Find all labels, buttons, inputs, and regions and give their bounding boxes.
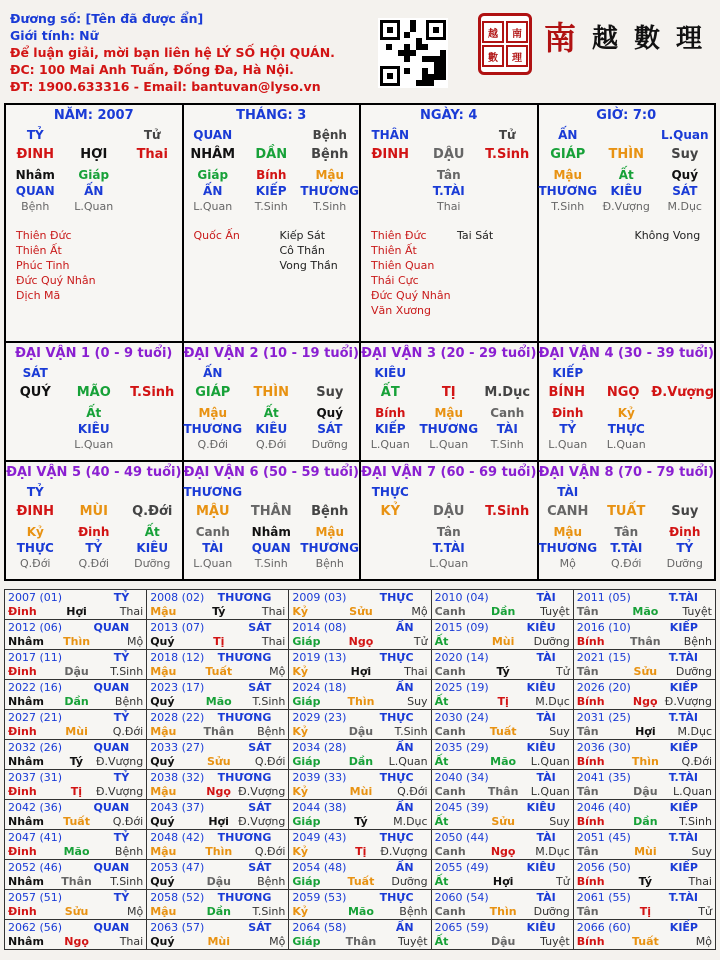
year-cell: 2053 (47) SÁT Quý Dậu Bệnh: [147, 860, 289, 890]
pillar-cell: NĂM: 2007 TỶ Tử ĐINH HỢI Thai Nhâm Giáp QUAN ẤN Bệnh L.Quan Thiên Đức Thiên Ất Phúc Tinh Đức Quý Nhân Dịch Mã: [5, 104, 183, 342]
luck-cell: ĐẠI VẬN 1 (0 - 9 tuổi) SÁT QUÝ MÃO T.Sinh Ất KIÊU L.Quan: [5, 342, 183, 461]
year-cell: 2016 (10) KIẾP Bính Thân Bệnh: [573, 620, 715, 650]
luck-cell: ĐẠI VẬN 4 (30 - 39 tuổi) KIẾP BÍNH NGỌ Đ.Vượng Đinh Kỷ TỶ THỰC L.Quan L.Quan: [538, 342, 716, 461]
year-cell: 2026 (20) KIẾP Bính Ngọ Đ.Vượng: [573, 680, 715, 710]
year-cell: 2060 (54) TÀI Canh Thìn Dưỡng: [431, 890, 573, 920]
year-cell: 2027 (21) TỶ Đinh Mùi Q.Đới: [5, 710, 147, 740]
luck-title: ĐẠI VẬN 6 (50 - 59 tuổi): [183, 465, 359, 480]
auspicious-stars: Thiên Đức Thiên Ất Thiên Quan Thái Cực Đức Quý Nhân Văn Xương: [371, 229, 451, 317]
luck-title: ĐẠI VẬN 5 (40 - 49 tuổi): [6, 465, 182, 480]
year-cell: 2011 (05) T.TÀI Tân Mão Tuyệt: [573, 590, 715, 620]
seal-logo: 越 南 數 理: [478, 13, 532, 75]
year-cell: 2036 (30) KIẾP Bính Thìn Q.Đới: [573, 740, 715, 770]
pillar-title: NĂM: 2007: [53, 108, 134, 123]
year-cell: 2024 (18) ẤN Giáp Thìn Suy: [289, 680, 431, 710]
year-cell: 2013 (07) SÁT Quý Tị Thai: [147, 620, 289, 650]
pillar-title: NGÀY: 4: [420, 108, 478, 123]
year-cell: 2057 (51) TỶ Đinh Sửu Mộ: [5, 890, 147, 920]
address-line: ĐC: 100 Mai Anh Tuấn, Đống Đa, Hà Nội.: [10, 62, 294, 77]
pillar-cell: GIỜ: 7:0 ẤN L.Quan GIÁP THÌN Suy Mậu Ất Quý THƯƠNG KIÊU SÁT T.Sinh Đ.Vượng M.Dục Không Vong: [538, 104, 716, 342]
year-cell: 2018 (12) THƯƠNG Mậu Tuất Mộ: [147, 650, 289, 680]
luck-title: ĐẠI VẬN 2 (10 - 19 tuổi): [183, 346, 359, 361]
inauspicious-stars: Kiếp Sát Cô Thần Vong Thần: [279, 229, 338, 272]
pillar-cell: THÁNG: 3 QUAN Bệnh NHÂM DẦN Bệnh Giáp Bính Mậu ẤN KIẾP THƯƠNG L.Quan T.Sinh T.Sinh Quốc Ấn Kiếp Sát Cô Thần Vong Thần: [183, 104, 361, 342]
year-cell: 2039 (33) THỰC Kỷ Mùi Q.Đới: [289, 770, 431, 800]
luck-title: ĐẠI VẬN 3 (20 - 29 tuổi): [361, 346, 537, 361]
inauspicious-stars: Tai Sát: [457, 229, 494, 242]
luck-cell: ĐẠI VẬN 3 (20 - 29 tuổi) KIÊU ẤT TỊ M.Dục Bính Mậu Canh KIẾP THƯƠNG TÀI L.Quan L.Quan T.Sinh: [360, 342, 538, 461]
year-cell: 2040 (34) TÀI Canh Thân L.Quan: [431, 770, 573, 800]
year-cell: 2025 (19) KIÊU Ất Tị M.Dục: [431, 680, 573, 710]
pillar-title: GIỜ: 7:0: [596, 108, 657, 123]
luck-title: ĐẠI VẬN 4 (30 - 39 tuổi): [538, 346, 714, 361]
year-cell: 2038 (32) THƯƠNG Mậu Ngọ Đ.Vượng: [147, 770, 289, 800]
brand-logo: 南 越 數 理: [543, 19, 702, 57]
year-cell: 2066 (60) KIẾP Bính Tuất Mộ: [573, 920, 715, 950]
year-cell: 2020 (14) TÀI Canh Tý Tử: [431, 650, 573, 680]
year-cell: 2061 (55) T.TÀI Tân Tị Tử: [573, 890, 715, 920]
year-cell: 2034 (28) ẤN Giáp Dần L.Quan: [289, 740, 431, 770]
year-cell: 2065 (59) KIÊU Ất Dậu Tuyệt: [431, 920, 573, 950]
chart-header: [10, 10, 335, 95]
year-cell: 2064 (58) ẤN Giáp Thân Tuyệt: [289, 920, 431, 950]
gender-line: Giới tính: Nữ: [10, 28, 99, 43]
phone-email-line: ĐT: 1900.633316 - Email: bantuvan@lyso.vn: [10, 79, 321, 94]
year-cell: 2008 (02) THƯƠNG Mậu Tý Thai: [147, 590, 289, 620]
year-cell: 2032 (26) QUAN Nhâm Tý Đ.Vượng: [5, 740, 147, 770]
pillar-grid: [4, 103, 716, 581]
pillar-cell: NGÀY: 4 THÂN Tử ĐINH DẬU T.Sinh Tân T.TÀI Thai Thiên Đức Thiên Ất Thiên Quan Thái Cực Đức Quý Nhân Văn Xương Tai Sát: [360, 104, 538, 342]
year-cell: 2046 (40) KIẾP Bính Dần T.Sinh: [573, 800, 715, 830]
year-cell: 2009 (03) THỰC Kỷ Sửu Mộ: [289, 590, 431, 620]
contact-line: Để luận giải, mời bạn liên hệ LÝ SỐ HỘI QUÁN.: [10, 45, 335, 60]
luck-title: ĐẠI VẬN 7 (60 - 69 tuổi): [361, 465, 537, 480]
year-cell: 2023 (17) SÁT Quý Mão T.Sinh: [147, 680, 289, 710]
year-cell: 2048 (42) THƯƠNG Mậu Thìn Q.Đới: [147, 830, 289, 860]
year-cell: 2015 (09) KIÊU Ất Mùi Dưỡng: [431, 620, 573, 650]
luck-cell: ĐẠI VẬN 7 (60 - 69 tuổi) THỰC KỶ DẬU T.Sinh Tân T.TÀI L.Quan: [360, 461, 538, 580]
luck-cell: ĐẠI VẬN 8 (70 - 79 tuổi) TÀI CANH TUẤT Suy Mậu Tân Đinh THƯƠNG T.TÀI TỶ Mộ Q.Đới Dưỡng: [538, 461, 716, 580]
year-cell: 2054 (48) ẤN Giáp Tuất Dưỡng: [289, 860, 431, 890]
year-cell: 2017 (11) TỶ Đinh Dậu T.Sinh: [5, 650, 147, 680]
year-cell: 2055 (49) KIÊU Ất Hợi Tử: [431, 860, 573, 890]
year-cell: 2052 (46) QUAN Nhâm Thân T.Sinh: [5, 860, 147, 890]
year-cell: 2030 (24) TÀI Canh Tuất Suy: [431, 710, 573, 740]
auspicious-stars: Thiên Đức Thiên Ất Phúc Tinh Đức Quý Nhân Dịch Mã: [16, 229, 96, 302]
luck-cell: ĐẠI VẬN 6 (50 - 59 tuổi) THƯƠNG MẬU THÂN Bệnh Canh Nhâm Mậu TÀI QUAN THƯƠNG L.Quan T.Sinh Bệnh: [183, 461, 361, 580]
luck-title: ĐẠI VẬN 8 (70 - 79 tuổi): [538, 465, 714, 480]
year-cell: 2041 (35) T.TÀI Tân Dậu L.Quan: [573, 770, 715, 800]
year-cell: 2043 (37) SÁT Quý Hợi Đ.Vượng: [147, 800, 289, 830]
year-cell: 2056 (50) KIẾP Bính Tý Thai: [573, 860, 715, 890]
luck-title: ĐẠI VẬN 1 (0 - 9 tuổi): [15, 346, 173, 361]
auspicious-stars: Quốc Ấn: [193, 229, 240, 242]
year-cell: 2037 (31) TỶ Đinh Tị Đ.Vượng: [5, 770, 147, 800]
year-cell: 2042 (36) QUAN Nhâm Tuất Q.Đới: [5, 800, 147, 830]
year-cell: 2012 (06) QUAN Nhâm Thìn Mộ: [5, 620, 147, 650]
inauspicious-stars: Không Vong: [634, 229, 701, 242]
pillar-title: THÁNG: 3: [236, 108, 307, 123]
qr-code-icon[interactable]: [378, 18, 448, 88]
year-cell: 2058 (52) THƯƠNG Mậu Dần T.Sinh: [147, 890, 289, 920]
year-cell: 2007 (01) TỶ Đinh Hợi Thai: [5, 590, 147, 620]
year-cell: 2033 (27) SÁT Quý Sửu Q.Đới: [147, 740, 289, 770]
year-cell: 2045 (39) KIÊU Ất Sửu Suy: [431, 800, 573, 830]
year-cell: 2063 (57) SÁT Quý Mùi Mộ: [147, 920, 289, 950]
year-cell: 2035 (29) KIÊU Ất Mão L.Quan: [431, 740, 573, 770]
year-cell: 2028 (22) THƯƠNG Mậu Thân Bệnh: [147, 710, 289, 740]
annual-luck-table: [4, 589, 716, 950]
year-cell: 2031 (25) T.TÀI Tân Hợi M.Dục: [573, 710, 715, 740]
luck-cell: ĐẠI VẬN 2 (10 - 19 tuổi) ẤN GIÁP THÌN Suy Mậu Ất Quý THƯƠNG KIÊU SÁT Q.Đới Q.Đới Dưỡng: [183, 342, 361, 461]
year-cell: 2010 (04) TÀI Canh Dần Tuyệt: [431, 590, 573, 620]
year-cell: 2049 (43) THỰC Kỷ Tị Đ.Vượng: [289, 830, 431, 860]
year-cell: 2014 (08) ẤN Giáp Ngọ Tử: [289, 620, 431, 650]
year-cell: 2059 (53) THỰC Kỷ Mão Bệnh: [289, 890, 431, 920]
year-cell: 2022 (16) QUAN Nhâm Dần Bệnh: [5, 680, 147, 710]
year-cell: 2050 (44) TÀI Canh Ngọ M.Dục: [431, 830, 573, 860]
year-cell: 2044 (38) ẤN Giáp Tý M.Dục: [289, 800, 431, 830]
year-cell: 2029 (23) THỰC Kỷ Dậu T.Sinh: [289, 710, 431, 740]
year-cell: 2051 (45) T.TÀI Tân Mùi Suy: [573, 830, 715, 860]
year-cell: 2019 (13) THỰC Kỷ Hợi Thai: [289, 650, 431, 680]
year-cell: 2047 (41) TỶ Đinh Mão Bệnh: [5, 830, 147, 860]
luck-cell: ĐẠI VẬN 5 (40 - 49 tuổi) TỶ ĐINH MÙI Q.Đới Kỷ Đinh Ất THỰC TỶ KIÊU Q.Đới Q.Đới Dưỡng: [5, 461, 183, 580]
owner-line: Đương số: [Tên đã được ẩn]: [10, 11, 204, 26]
year-cell: 2062 (56) QUAN Nhâm Ngọ Thai: [5, 920, 147, 950]
year-cell: 2021 (15) T.TÀI Tân Sửu Dưỡng: [573, 650, 715, 680]
